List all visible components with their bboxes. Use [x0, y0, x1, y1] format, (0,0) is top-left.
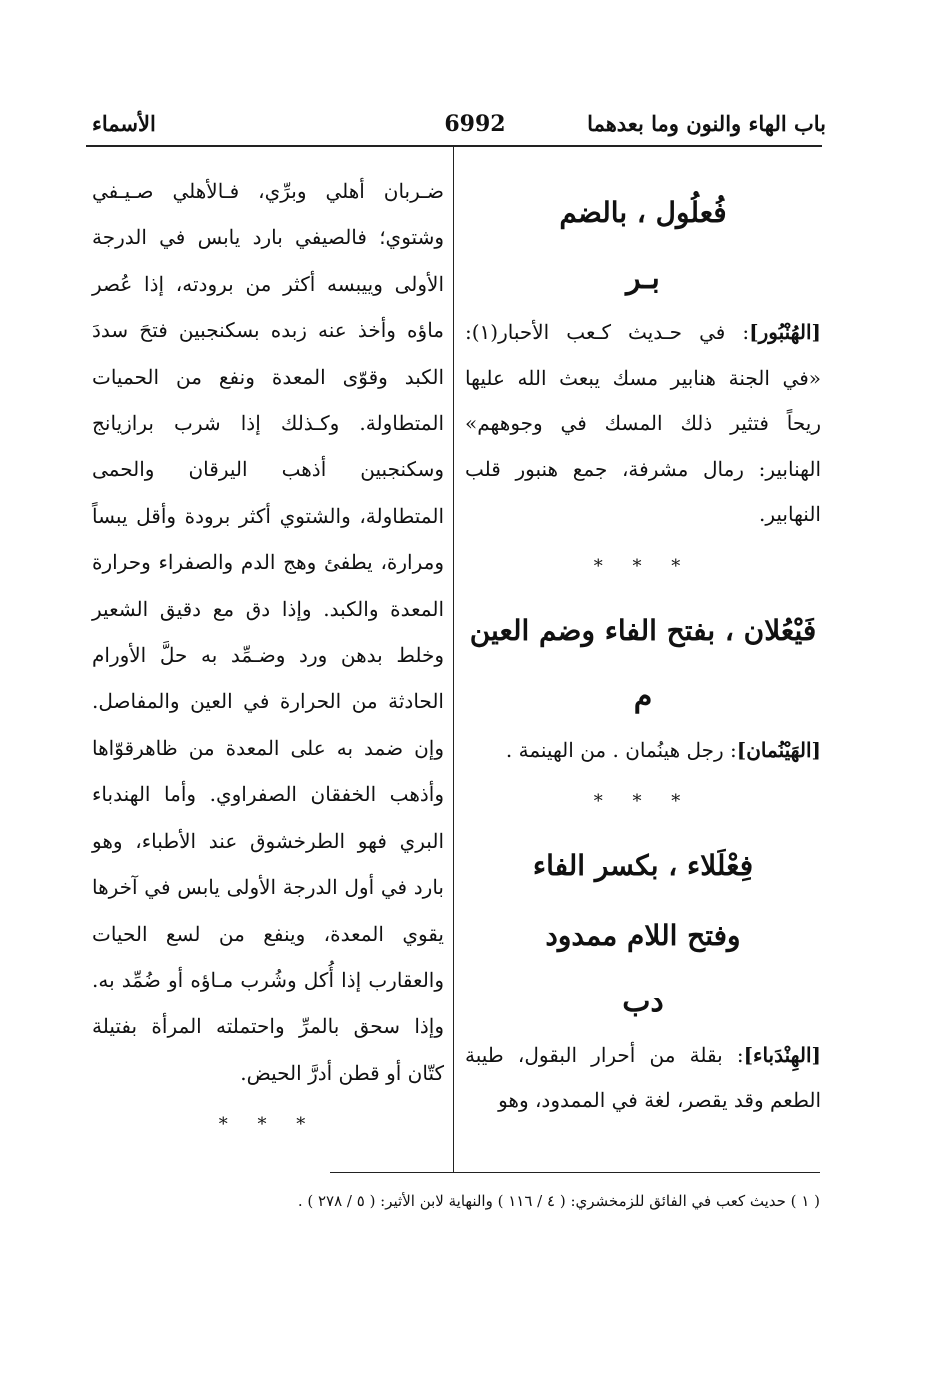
pattern-heading: فِعْلَلاء ، بكسر الفاء: [532, 848, 754, 882]
entry-keyword: [الهَيْنُمان]: [736, 737, 821, 762]
entry-paragraph: [465, 1033, 821, 1124]
section-separator: * * *: [593, 555, 693, 577]
pattern-heading: فَيْعُلان ، بفتح الفاء وضم العين: [469, 613, 817, 647]
entry-paragraph: [465, 310, 821, 538]
entry-keyword: [الهِنْدَباء]: [743, 1042, 821, 1067]
entry-text: : بقلة من أحرار البقول، طيبة الطعم وقد يقصر، لغة في الممدود، وهو: [465, 1042, 821, 1112]
section-title: الأسماء: [92, 111, 156, 136]
pattern-heading: فُعلُول ، بالضم: [559, 196, 727, 229]
entry-paragraph: [465, 728, 821, 773]
right-column: [465, 178, 821, 1124]
header-rule: [86, 145, 822, 147]
entry-text: : في حـديث كـعب الأحبار(١): «في الجنة هنابير مسك يبعث الله عليها ريحاً فتثير ذلك المسك في وجوههم» الهنابير: رمال مشرفة، جمع هنبور قلب النهابير.: [465, 320, 821, 526]
page-number: 6992: [444, 111, 506, 137]
root-heading: م: [633, 678, 653, 714]
left-column: [92, 168, 444, 1154]
root-heading: بـر: [626, 261, 660, 296]
entry-text: : رجل هينُمان . من الهينمة .: [505, 737, 737, 762]
section-separator: * * *: [593, 790, 693, 812]
footnote: ( ١ ) حديث كعب في الفائق للزمخشري: ( ٤ / ١١٦ ) والنهاية لابن الأثير: ( ٥ / ٢٧٨ ) .: [297, 1192, 820, 1210]
footnote-rule: [330, 1172, 820, 1173]
column-divider: [453, 147, 454, 1172]
root-heading: دب: [622, 983, 664, 1019]
entry-keyword: [الهُنْبُور]: [749, 320, 821, 344]
section-separator: * * *: [218, 1114, 318, 1136]
chapter-title: باب الهاء والنون وما بعدهما: [587, 111, 826, 136]
pattern-heading-continued: وفتح اللام ممدود: [545, 918, 741, 952]
continuation-paragraph: ضـربان أهلي وبرِّي، فـالأهلي صـيـفي وشتوي؛ فالصيفي بارد يابس في الدرجة الأولى وييبسه أكثر من برودته، إذا عُصر ماؤه وأخذ عنه زبده بسكنجبين فتحَ سددَ الكبد وقوّى المعدة ونفع من الحميات المتطاولة. وكـذلك إذا شرب برازيانج وسكنجبين أذهب اليرقان والحمى المتطاولة، والشتوي أكثر برودة وأقل يبساً ومرارة، يطفئ وهج الدم والصفراء وحرارة المعدة والكبد. وإذا دق مع دقيق الشعير وخلط بدهن ورد وضـمِّد به حلَّ الأورام الحادثة من الحرارة في العين والمفاصل. وإن ضمد به على المعدة من ظاهرقوّاها وأذهب الخفقان الصفراوي. وأما الهندباء البري فهو الطرخشوق عند الأطباء، وهو بارد في أول الدرجة الأولى يابس في آخرها يقوي المعدة، وينفع من لسع الحيات والعقارب إذا أُكل وشُرب مـاؤه أو ضُمِّد به. وإذا سحق بالمرِّ واحتملته المرأة بفتيلة كتّان أو قطن أدرَّ الحيض.: [92, 179, 444, 1085]
